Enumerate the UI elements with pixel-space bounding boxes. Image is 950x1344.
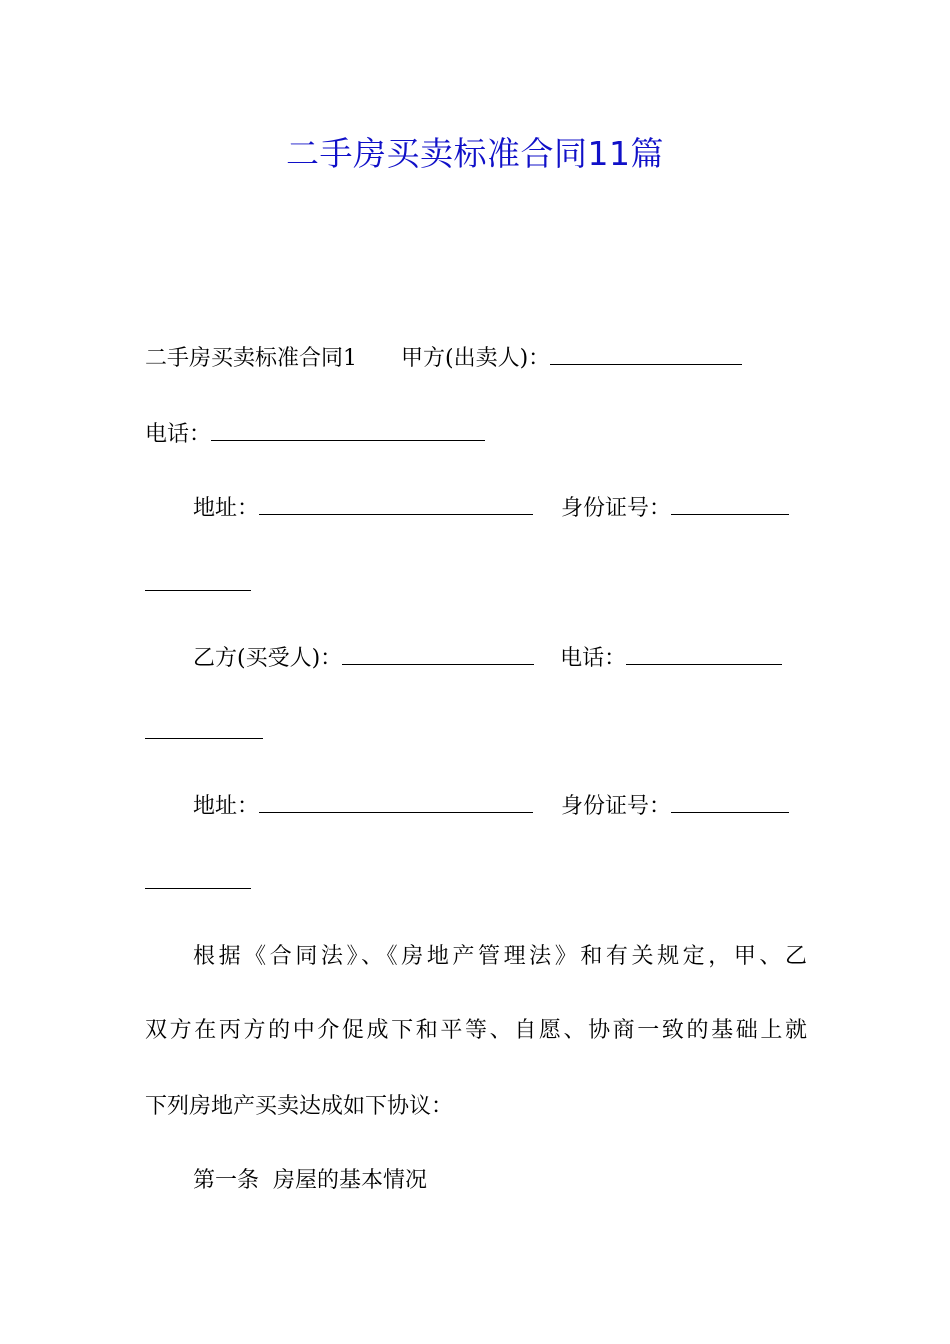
party-a-label: 甲方(出卖人)： (401, 346, 551, 371)
party-b-phone-label: 电话： (560, 646, 627, 671)
party-b-address-label: 地址： (193, 794, 260, 819)
party-b-id-label: 身份证号： (561, 794, 672, 819)
paragraph-line-1: 根据《合同法》、《房地产管理法》和有关规定，甲、乙 (193, 944, 807, 969)
party-b-id-blank (671, 794, 789, 813)
id-blank-continued (145, 572, 251, 591)
party-b-address-blank (259, 794, 533, 813)
section-heading: 二手房买卖标准合同1 (145, 346, 357, 371)
party-a-line (145, 344, 807, 374)
party-a-phone-line (145, 420, 807, 450)
party-b-phone-continuation (145, 718, 807, 748)
id-label: 身份证号： (561, 496, 672, 521)
document-title: 二手房买卖标准合同11篇 (286, 134, 664, 173)
address-blank (259, 496, 533, 515)
party-a-address-line (145, 494, 855, 524)
party-a-id-continuation (145, 570, 807, 600)
paragraph-line-3: 下列房地产买卖达成如下协议： (145, 1094, 454, 1119)
id-blank (671, 496, 789, 515)
party-b-id-continuation (145, 868, 807, 898)
paragraph-line-2: 双方在丙方的中介促成下和平等、自愿、协商一致的基础上就 (145, 1018, 807, 1043)
address-label: 地址： (193, 496, 260, 521)
phone-label: 电话： (145, 422, 212, 447)
party-b-id-blank-continued (145, 870, 251, 889)
party-b-phone-blank (626, 646, 782, 665)
party-b-blank (342, 646, 534, 665)
party-b-phone-blank-continued (145, 720, 263, 739)
party-b-label: 乙方(买受人)： (193, 646, 343, 671)
article-1-heading: 第一条 房屋的基本情况 (193, 1168, 427, 1193)
party-b-address-line (145, 792, 855, 822)
phone-blank (211, 422, 485, 441)
party-b-line (145, 644, 855, 674)
party-a-blank (550, 346, 742, 365)
